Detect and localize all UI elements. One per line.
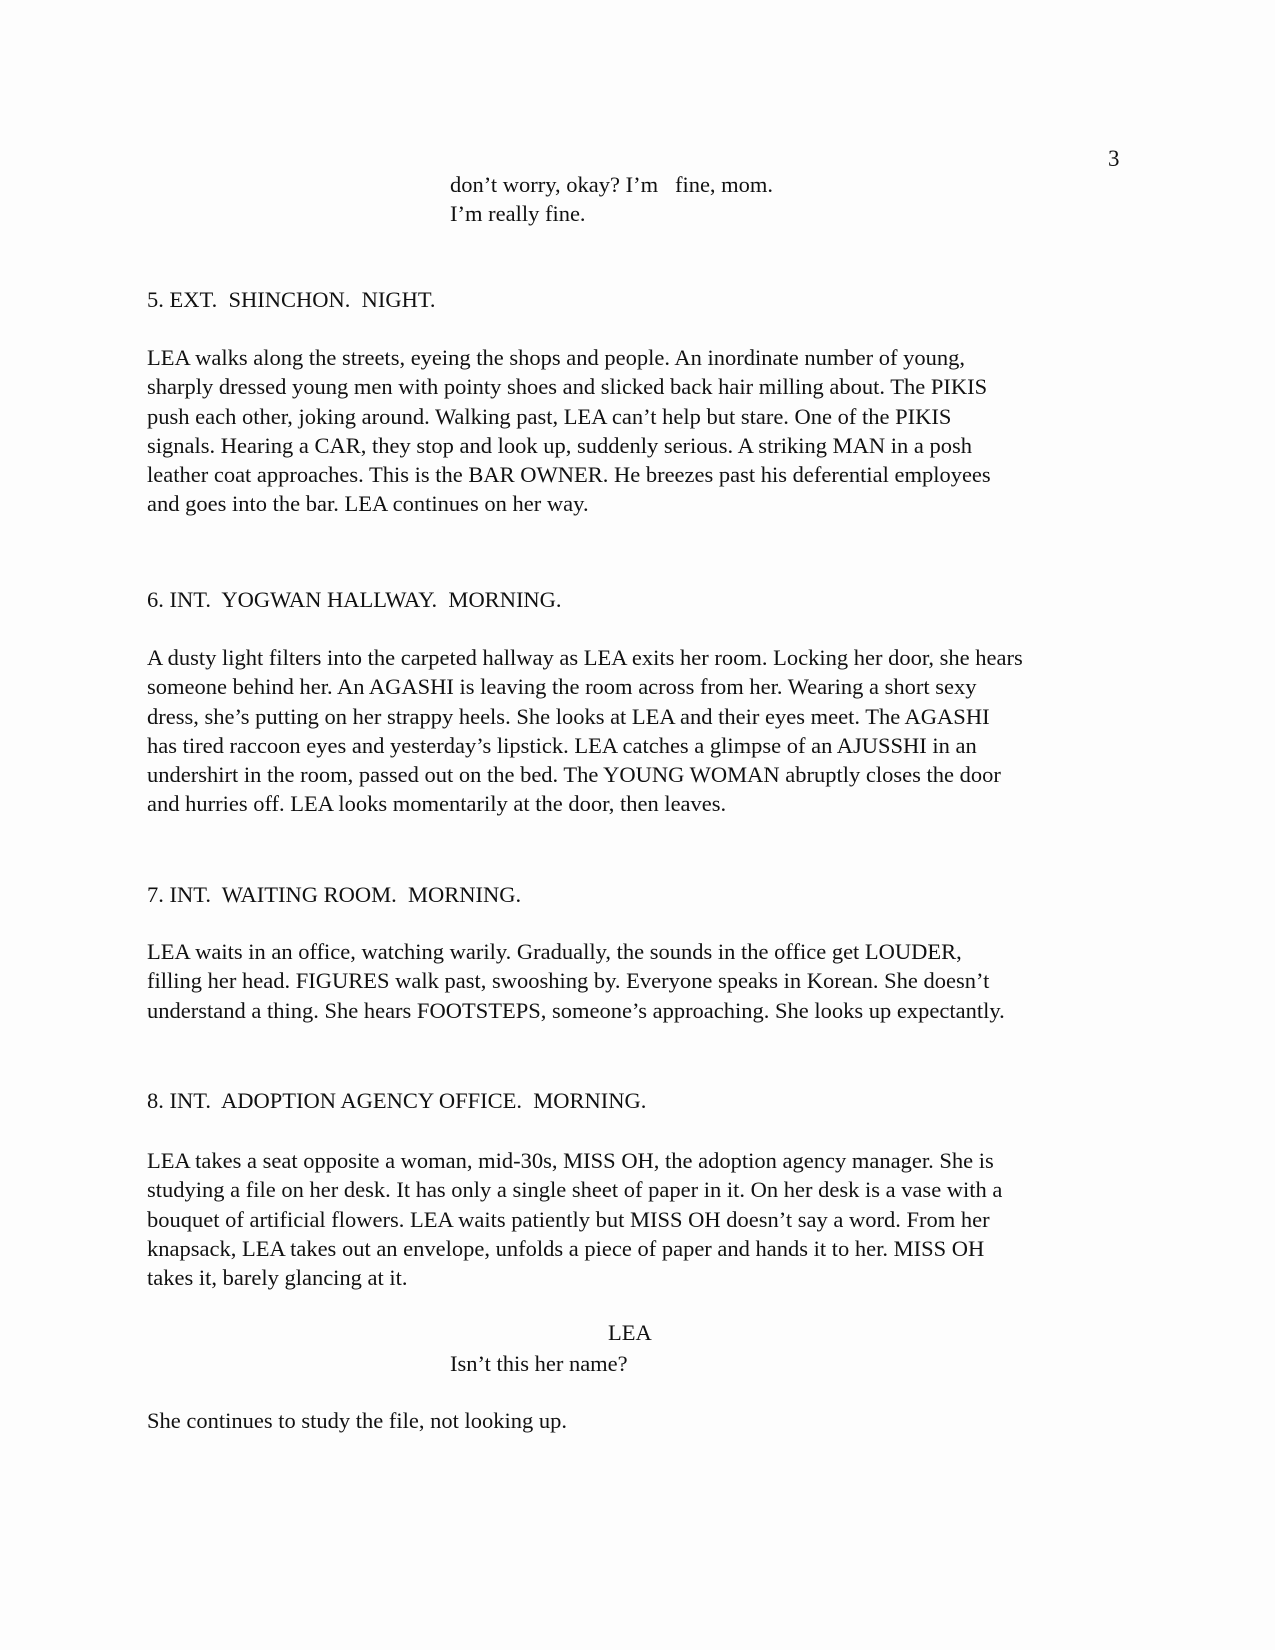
action-line: bouquet of artificial flowers. LEA waits patiently but MISS OH doesn’t say a word. From her [147, 1206, 990, 1232]
action-line: LEA walks along the streets, eyeing the shops and people. An inordinate number of young, [147, 345, 965, 370]
opening-dialogue [450, 170, 773, 228]
action-line: someone behind her. An AGASHI is leaving the room across from her. Wearing a short sexy [147, 674, 977, 700]
action-line: LEA takes a seat opposite a woman, mid-30s, MISS OH, the adoption agency manager. She is [147, 1148, 994, 1173]
scene-heading: 7. INT. WAITING ROOM. MORNING. [147, 882, 522, 907]
scene-heading: 5. EXT. SHINCHON. NIGHT. [147, 287, 436, 312]
action-line: filling her head. FIGURES walk past, swooshing by. Everyone speaks in Korean. She doesn’t [147, 968, 990, 994]
action-line: has tired raccoon eyes and yesterday’s lipstick. LEA catches a glimpse of an AJUSSHI in an [147, 732, 977, 758]
action-line: knapsack, LEA takes out an envelope, unfolds a piece of paper and hands it to her. MISS OH [147, 1235, 985, 1261]
dialogue-line: I’m really fine. [450, 201, 586, 226]
dialogue-line: don’t worry, okay? I’m fine, mom. [450, 172, 774, 197]
action-line: undershirt in the room, passed out on the bed. The YOUNG WOMAN abruptly closes the door [147, 762, 1001, 788]
scene-action [147, 1146, 1137, 1292]
scene-action [147, 937, 1137, 1025]
scene-heading: 8. INT. ADOPTION AGENCY OFFICE. MORNING. [147, 1088, 647, 1113]
action-line: and goes into the bar. LEA continues on her way. [147, 491, 589, 517]
action-line: signals. Hearing a CAR, they stop and look up, suddenly serious. A striking MAN in a posh [147, 432, 972, 458]
action-line: sharply dressed young men with pointy shoes and slicked back hair milling about. The PIKIS [147, 374, 988, 400]
closing-action [147, 1406, 1137, 1435]
action-line: A dusty light filters into the carpeted hallway as LEA exits her room. Locking her door, she hears [147, 645, 1023, 670]
scene-heading: 6. INT. YOGWAN HALLWAY. MORNING. [147, 587, 562, 612]
page-number: 3 [1108, 146, 1120, 171]
action-line: studying a file on her desk. It has only a single sheet of paper in it. On her desk is a vase with a [147, 1177, 1003, 1203]
action-line: LEA waits in an office, watching warily. Gradually, the sounds in the office get LOUDER, [147, 939, 962, 964]
character-cue: LEA [608, 1320, 652, 1345]
action-line: She continues to study the file, not looking up. [147, 1408, 567, 1433]
scene-action [147, 643, 1137, 819]
action-line: and hurries off. LEA looks momentarily at the door, then leaves. [147, 791, 727, 817]
scene-action [147, 343, 1137, 519]
action-line: leather coat approaches. This is the BAR OWNER. He breezes past his deferential employees [147, 462, 991, 488]
action-line: push each other, joking around. Walking past, LEA can’t help but stare. One of the PIKIS [147, 403, 952, 429]
dialogue-line: Isn’t this her name? [450, 1351, 628, 1376]
action-line: understand a thing. She hears FOOTSTEPS, someone’s approaching. She looks up expectantly. [147, 997, 1005, 1023]
action-line: takes it, barely glancing at it. [147, 1265, 408, 1291]
action-line: dress, she’s putting on her strappy heels. She looks at LEA and their eyes meet. The AGASHI [147, 703, 990, 729]
